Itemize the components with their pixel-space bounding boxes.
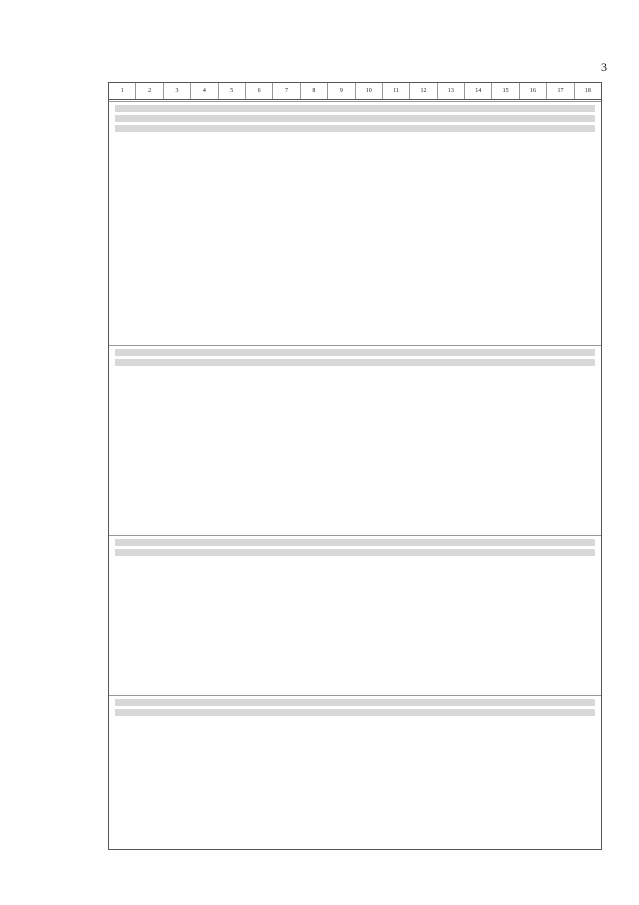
row-placeholder bbox=[115, 105, 595, 112]
row-placeholder bbox=[115, 125, 595, 132]
column-number-1: 1 bbox=[109, 83, 136, 99]
column-number-16: 16 bbox=[520, 83, 547, 99]
row-group-3 bbox=[109, 535, 601, 696]
row-placeholder bbox=[115, 115, 595, 122]
column-number-header bbox=[109, 83, 601, 100]
row-placeholder bbox=[115, 349, 595, 356]
row-group-1 bbox=[109, 101, 601, 346]
row-placeholder bbox=[115, 549, 595, 556]
column-number-14: 14 bbox=[465, 83, 492, 99]
column-number-8: 8 bbox=[301, 83, 328, 99]
column-number-15: 15 bbox=[492, 83, 519, 99]
column-number-13: 13 bbox=[438, 83, 465, 99]
column-number-9: 9 bbox=[328, 83, 355, 99]
row-group-2 bbox=[109, 345, 601, 536]
column-number-18: 18 bbox=[584, 88, 591, 94]
column-number-7: 7 bbox=[273, 83, 300, 99]
column-number-17: 17 bbox=[547, 83, 574, 99]
row-placeholder bbox=[115, 539, 595, 546]
column-number-6: 6 bbox=[246, 83, 273, 99]
row-placeholder bbox=[115, 359, 595, 366]
column-number-11: 11 bbox=[383, 83, 410, 99]
column-number-5: 5 bbox=[219, 83, 246, 99]
page-number: 3 bbox=[601, 60, 607, 74]
column-number-10: 10 bbox=[356, 83, 383, 99]
row-placeholder bbox=[115, 709, 595, 716]
column-number-12: 12 bbox=[410, 83, 437, 99]
row-placeholder bbox=[115, 699, 595, 706]
column-number-3: 3 bbox=[164, 83, 191, 99]
data-table bbox=[108, 82, 602, 850]
column-number-2: 2 bbox=[136, 83, 163, 99]
column-number-4: 4 bbox=[191, 83, 218, 99]
row-group-4 bbox=[109, 695, 601, 850]
